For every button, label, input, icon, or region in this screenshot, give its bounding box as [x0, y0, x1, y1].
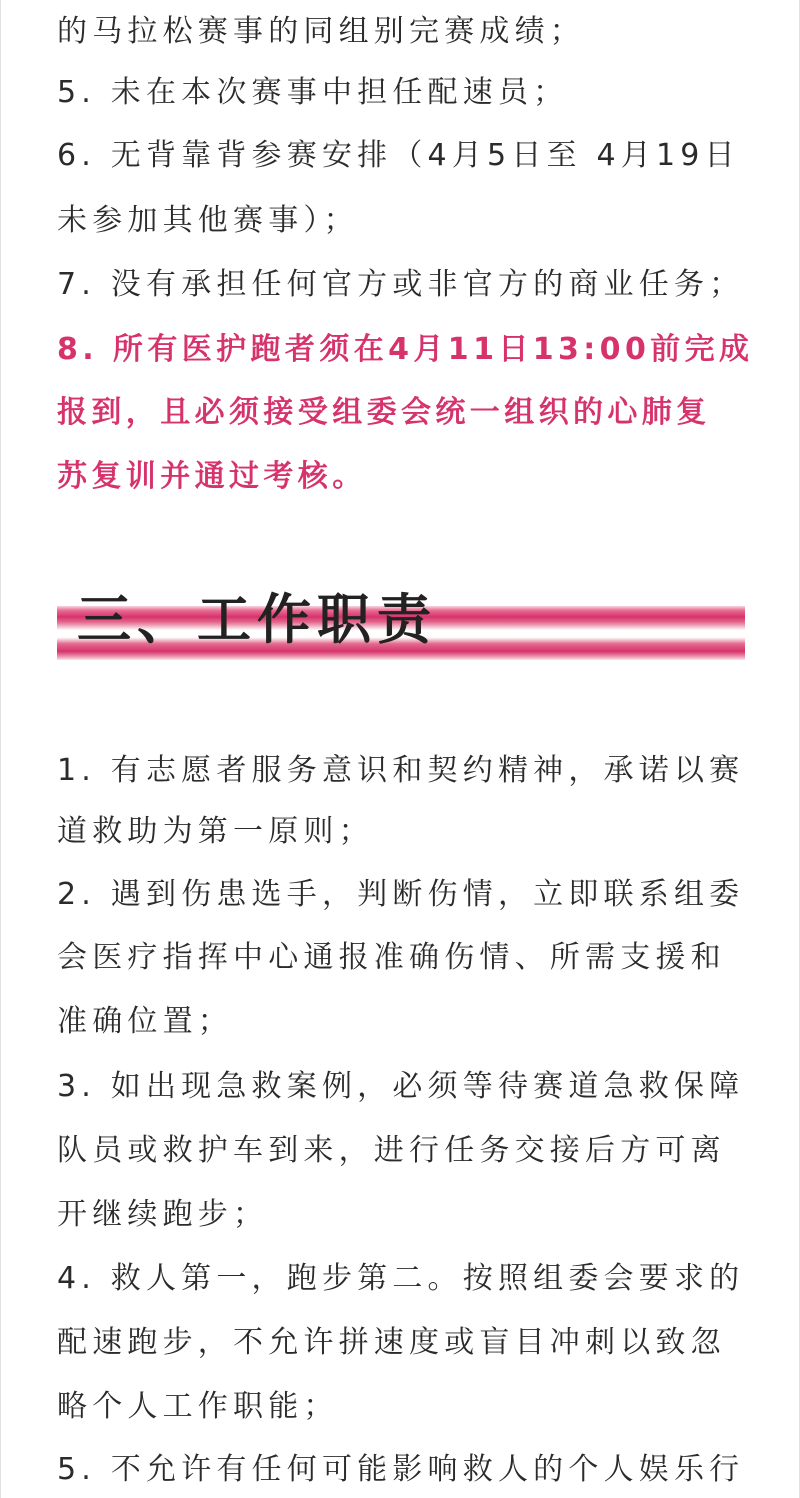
duty-line: 3. 如出现急救案例，必须等待赛道急救保障: [57, 1069, 745, 1104]
duty-line: 4. 救人第一，跑步第二。按照组委会要求的: [57, 1261, 745, 1296]
highlight-requirement-line: 苏复训并通过考核。: [57, 459, 367, 494]
duty-line: 开继续跑步；: [57, 1197, 269, 1232]
duty-line: 队员或救护车到来，进行任务交接后方可离: [57, 1133, 726, 1168]
requirement-line: 的马拉松赛事的同组别完赛成绩；: [57, 14, 585, 49]
duty-line: 会医疗指挥中心通报准确伤情、所需支援和: [57, 940, 726, 975]
requirement-line: 5. 未在本次赛事中担任配速员；: [57, 75, 569, 110]
highlight-requirement-line: 报到，且必须接受组委会统一组织的心肺复: [57, 395, 711, 430]
section-title: 三、工作职责: [77, 588, 437, 651]
requirement-line: 未参加其他赛事）；: [57, 203, 359, 238]
highlight-requirement-line: 8. 所有医护跑者须在4月11日13:00前完成: [57, 332, 754, 367]
duty-line: 5. 不允许有任何可能影响救人的个人娱乐行: [57, 1452, 745, 1487]
duty-line: 略个人工作职能；: [57, 1389, 339, 1424]
duty-line: 配速跑步，不允许拼速度或盲目冲刺以致忽: [57, 1325, 726, 1360]
duty-line: 准确位置；: [57, 1004, 233, 1039]
section-heading: [57, 588, 745, 670]
requirement-line: 6. 无背靠背参赛安排（4月5日至 4月19日: [57, 138, 740, 173]
requirement-line: 7. 没有承担任何官方或非官方的商业任务；: [57, 267, 745, 302]
duty-line: 1. 有志愿者服务意识和契约精神，承诺以赛: [57, 753, 745, 788]
duty-line: 道救助为第一原则；: [57, 814, 374, 849]
duty-line: 2. 遇到伤患选手，判断伤情，立即联系组委: [57, 877, 745, 912]
